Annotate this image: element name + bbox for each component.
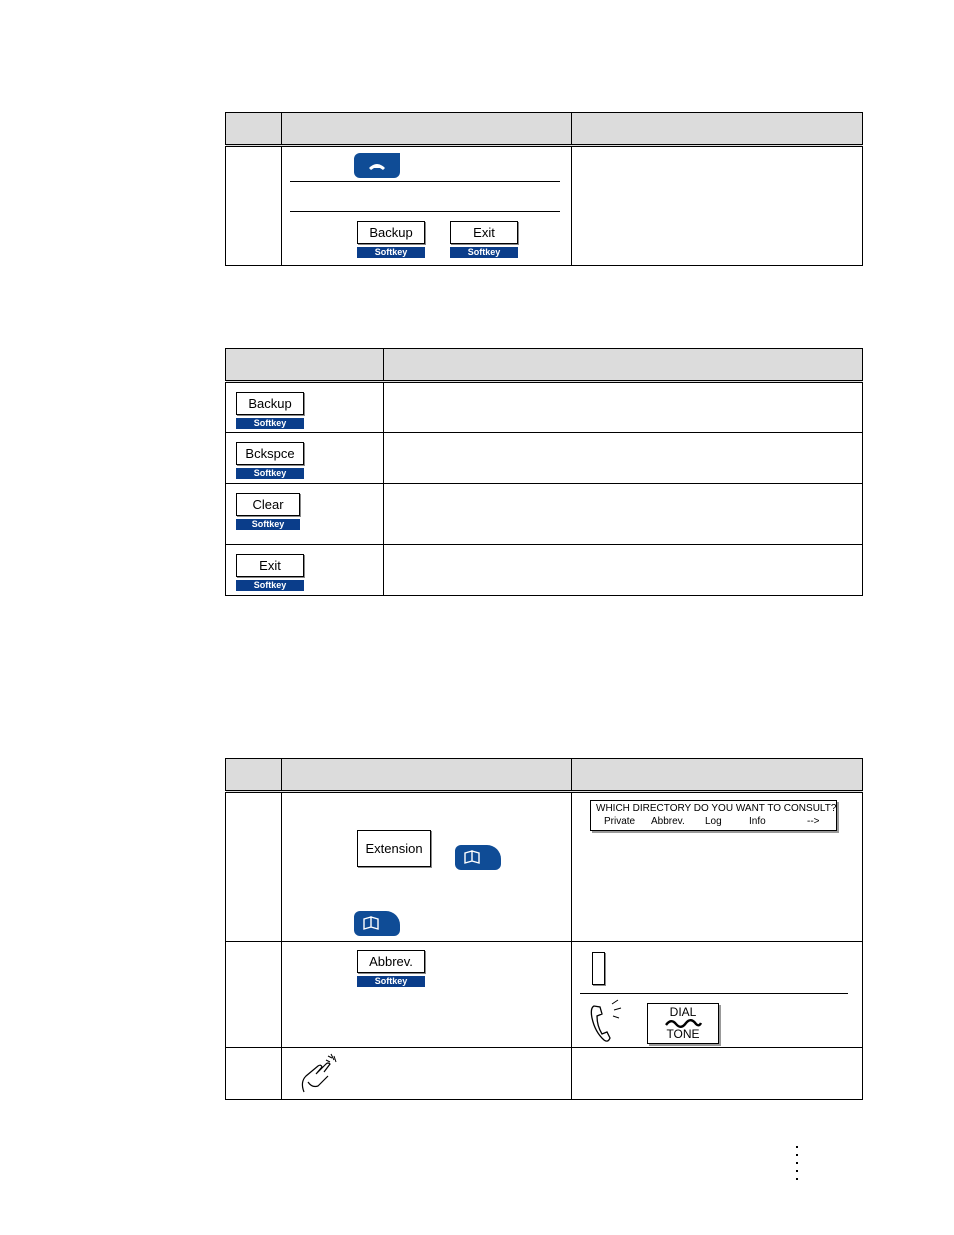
key-cell (226, 545, 384, 596)
softkey-strip: Softkey (236, 418, 304, 429)
softkey-label: Clear (236, 493, 300, 516)
softkey-label: Backup (236, 392, 304, 415)
action-cell (282, 792, 572, 942)
header-step (226, 113, 282, 146)
header-key (226, 349, 384, 382)
description-cell (384, 484, 863, 545)
header-result (572, 113, 863, 146)
extension-key[interactable]: Extension (357, 830, 431, 867)
backup-softkey[interactable] (357, 221, 425, 258)
softkey-strip: Softkey (450, 247, 518, 258)
key-cell (226, 382, 384, 433)
result-cell (572, 792, 863, 942)
divider (580, 993, 848, 994)
description-cell (384, 433, 863, 484)
step-cell (226, 1048, 282, 1100)
exit-softkey[interactable] (450, 221, 518, 258)
book-icon[interactable] (354, 911, 400, 936)
description-cell (384, 545, 863, 596)
display-line-1: WHICH DIRECTORY DO YOU WANT TO CONSULT? (596, 803, 837, 814)
phone-display (590, 800, 837, 831)
display-option-log: Log (705, 816, 722, 827)
display-option-info: Info (749, 816, 766, 827)
step-cell (226, 792, 282, 942)
clear-softkey[interactable] (236, 493, 300, 530)
procedure-table-2 (225, 758, 863, 1100)
softkey-table (225, 348, 863, 596)
procedure-table-1 (225, 112, 863, 266)
divider (290, 211, 560, 212)
action-cell (282, 942, 572, 1048)
display-option-abbrev: Abbrev. (651, 816, 685, 827)
softkey-strip: Softkey (236, 580, 304, 591)
cursor-box (592, 952, 605, 985)
step-cell (226, 942, 282, 1048)
softkey-label: Abbrev. (357, 950, 425, 973)
display-option-next: --> (807, 816, 820, 827)
backspace-softkey[interactable] (236, 442, 304, 479)
softkey-strip: Softkey (236, 468, 304, 479)
dial-tone-label-bottom: TONE (666, 1027, 700, 1041)
dial-tone-label-top: DIAL (669, 1005, 697, 1019)
divider (290, 181, 560, 182)
book-icon[interactable] (455, 845, 501, 870)
softkey-label: Bckspce (236, 442, 304, 465)
key-cell (226, 433, 384, 484)
key-cell (226, 484, 384, 545)
backup-softkey[interactable] (236, 392, 304, 429)
hand-dialing-icon (298, 1052, 340, 1101)
header-action (282, 113, 572, 146)
softkey-label: Exit (450, 221, 518, 244)
result-cell (572, 146, 863, 266)
phone-handset-icon (586, 998, 626, 1049)
softkey-strip: Softkey (357, 976, 425, 987)
softkey-strip: Softkey (357, 247, 425, 258)
description-cell (384, 382, 863, 433)
result-cell (572, 942, 863, 1048)
dial-tone-indicator (647, 1003, 719, 1044)
step-cell (226, 146, 282, 266)
softkey-label: Exit (236, 554, 304, 577)
result-cell (572, 1048, 863, 1100)
exit-softkey[interactable] (236, 554, 304, 591)
header-description (384, 349, 863, 382)
page-marker-dots (796, 1146, 799, 1186)
handset-icon[interactable] (354, 153, 400, 178)
action-cell (282, 146, 572, 266)
abbrev-softkey[interactable] (357, 950, 425, 987)
header-result (572, 759, 863, 792)
header-step (226, 759, 282, 792)
display-option-private: Private (604, 816, 636, 827)
action-cell (282, 1048, 572, 1100)
softkey-strip: Softkey (236, 519, 300, 530)
header-action (282, 759, 572, 792)
softkey-label: Backup (357, 221, 425, 244)
